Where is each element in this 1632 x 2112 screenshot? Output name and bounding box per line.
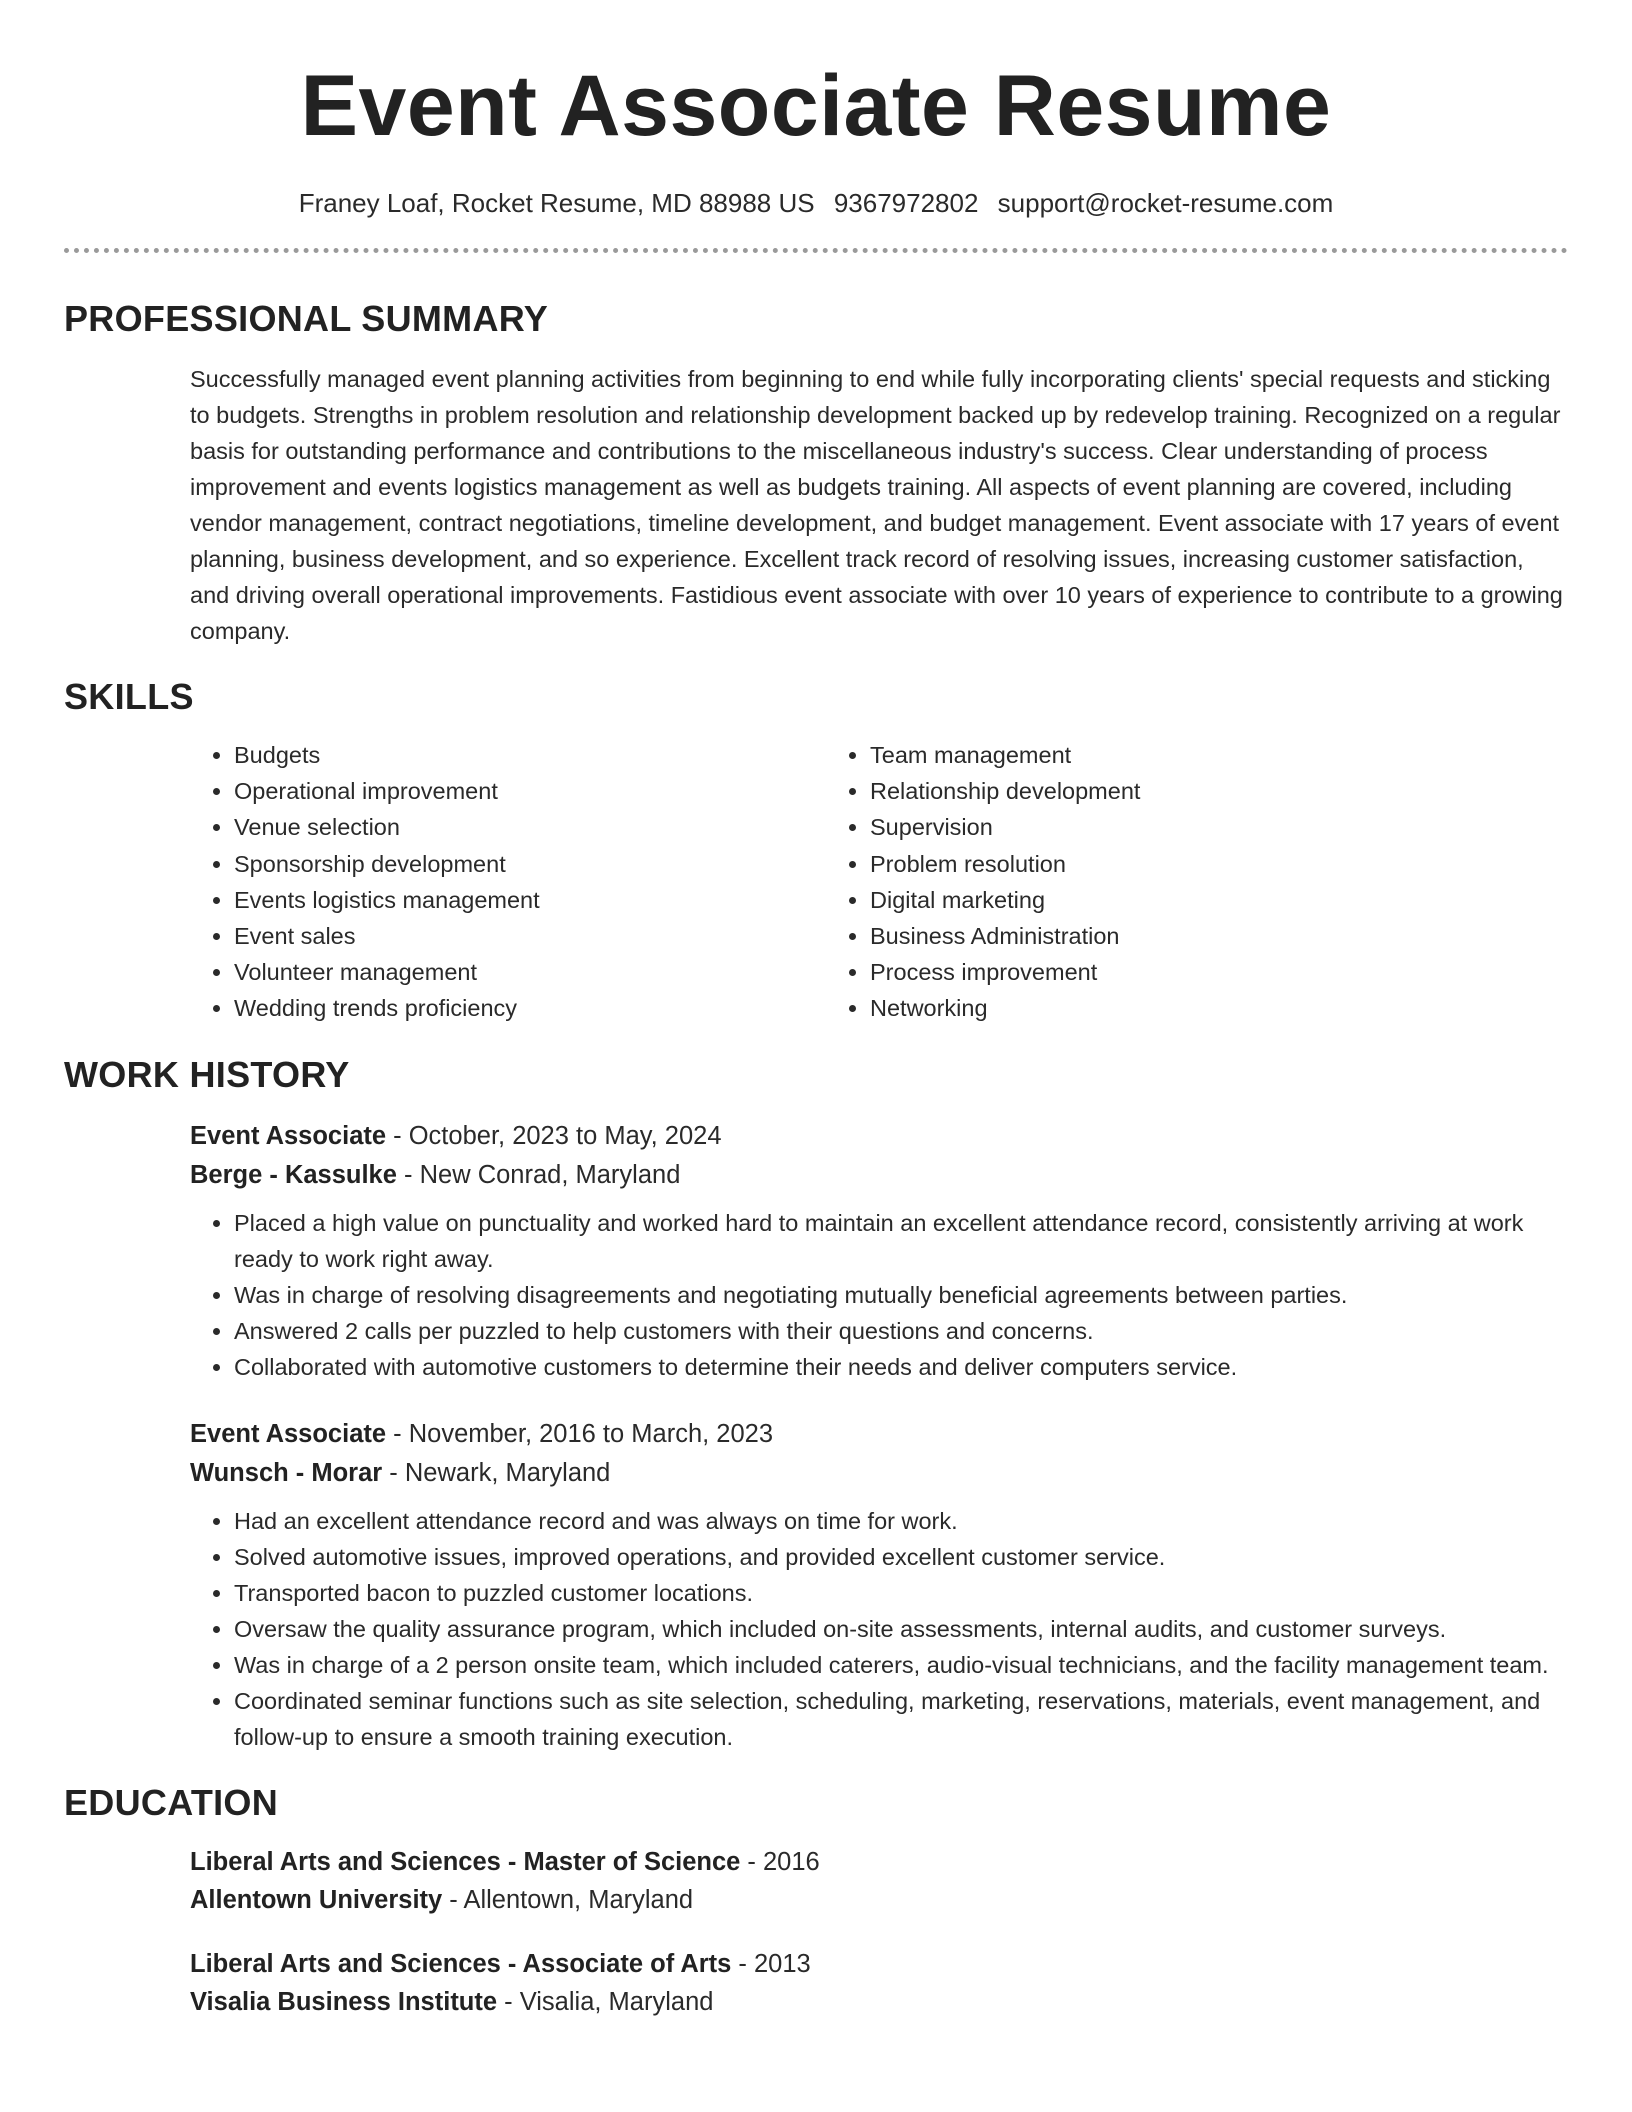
job-title-line bbox=[190, 1117, 1568, 1156]
job-entry bbox=[190, 1117, 1568, 1385]
education-school-line bbox=[190, 1881, 1568, 1919]
education-entry bbox=[190, 1843, 1568, 1919]
education-school: Allentown University bbox=[190, 1885, 443, 1914]
skills-grid bbox=[190, 737, 1568, 1027]
job-company: Wunsch - Morar bbox=[190, 1458, 383, 1487]
skill-item: • Venue selection bbox=[234, 809, 826, 845]
job-bullet: • Coordinated seminar functions such as site selection, scheduling, marketing, reservations, materials, event management, and follow-up to ensure a smooth training execution. bbox=[234, 1683, 1568, 1755]
education-year: - 2016 bbox=[740, 1847, 820, 1876]
skill-item: • Wedding trends proficiency bbox=[234, 990, 826, 1026]
education-entry bbox=[190, 1945, 1568, 2021]
skills-list-right bbox=[826, 737, 1462, 1027]
job-bullet: • Was in charge of resolving disagreements and negotiating mutually beneficial agreements between parties. bbox=[234, 1277, 1568, 1313]
skill-item: • Budgets bbox=[234, 737, 826, 773]
education-school: Visalia Business Institute bbox=[190, 1987, 498, 2016]
job-dates: - October, 2023 to May, 2024 bbox=[386, 1121, 722, 1150]
job-location: - Newark, Maryland bbox=[382, 1458, 611, 1487]
job-bullet: • Had an excellent attendance record and was always on time for work. bbox=[234, 1503, 1568, 1539]
job-bullet: • Was in charge of a 2 person onsite team, which included caterers, audio-visual technicians, and the facility management team. bbox=[234, 1647, 1568, 1683]
contact-line bbox=[64, 186, 1568, 220]
education-school-line bbox=[190, 1983, 1568, 2021]
education-heading: EDUCATION bbox=[64, 1781, 279, 1823]
education-degree: Liberal Arts and Sciences - Associate of Arts bbox=[190, 1949, 732, 1978]
skills-heading: SKILLS bbox=[64, 676, 194, 717]
job-bullet: • Collaborated with automotive customers to determine their needs and deliver computers service. bbox=[234, 1349, 1568, 1385]
skill-item: • Problem resolution bbox=[870, 846, 1462, 882]
contact-email: support@rocket-resume.com bbox=[997, 188, 1334, 218]
skill-item: • Team management bbox=[870, 737, 1462, 773]
contact-phone: 9367972802 bbox=[833, 188, 979, 218]
skill-item: • Supervision bbox=[870, 809, 1462, 845]
education-degree-line bbox=[190, 1843, 1568, 1881]
skill-item: • Business Administration bbox=[870, 918, 1462, 954]
resume-title: Event Associate Resume bbox=[300, 58, 1332, 154]
job-title-line bbox=[190, 1415, 1568, 1454]
job-title: Event Associate bbox=[190, 1121, 387, 1150]
job-dates: - November, 2016 to March, 2023 bbox=[386, 1419, 774, 1448]
job-bullet: • Placed a high value on punctuality and worked hard to maintain an excellent attendance record, consistently arriving at work ready to work right away. bbox=[234, 1205, 1568, 1277]
education-degree: Liberal Arts and Sciences - Master of Science bbox=[190, 1847, 741, 1876]
job-company: Berge - Kassulke bbox=[190, 1160, 397, 1189]
education-year: - 2013 bbox=[731, 1949, 811, 1978]
skill-item: • Digital marketing bbox=[870, 882, 1462, 918]
skill-item: • Operational improvement bbox=[234, 773, 826, 809]
job-title: Event Associate bbox=[190, 1419, 387, 1448]
skill-item: • Relationship development bbox=[870, 773, 1462, 809]
job-bullet: • Solved automotive issues, improved operations, and provided excellent customer service. bbox=[234, 1539, 1568, 1575]
job-company-line bbox=[190, 1156, 1568, 1195]
skill-item: • Sponsorship development bbox=[234, 846, 826, 882]
education-location: - Allentown, Maryland bbox=[442, 1885, 694, 1914]
skills-list-left bbox=[190, 737, 826, 1027]
skill-item: • Volunteer management bbox=[234, 954, 826, 990]
job-bullet: • Oversaw the quality assurance program, which included on-site assessments, internal audits, and customer surveys. bbox=[234, 1611, 1568, 1647]
skill-item: • Event sales bbox=[234, 918, 826, 954]
skill-item: • Process improvement bbox=[870, 954, 1462, 990]
summary-text: Successfully managed event planning activities from beginning to end while fully incorporating clients' special requests and sticking to budgets. Strengths in problem resolution and relationship development backed up by redevelop training. Recognized on a regular basis for outstanding performance and contributions to the miscellaneous industry's success. Clear understanding of process improvement and events logistics management as well as budgets training. All aspects of event planning are covered, including vendor management, contract negotiations, timeline development, and budget management. Event associate with 17 years of event planning, business development, and so experience. Excellent track record of resolving issues, increasing customer satisfaction, and driving overall operational improvements. Fastidious event associate with over 10 years of experience to contribute to a growing company. bbox=[190, 366, 1563, 644]
job-bullets bbox=[190, 1205, 1568, 1385]
education-location: - Visalia, Maryland bbox=[497, 1987, 714, 2016]
work-history-heading: WORK HISTORY bbox=[64, 1053, 350, 1095]
header-divider bbox=[64, 248, 1568, 253]
skill-item: • Events logistics management bbox=[234, 882, 826, 918]
job-company-line bbox=[190, 1454, 1568, 1493]
job-entry bbox=[190, 1415, 1568, 1755]
summary-heading: PROFESSIONAL SUMMARY bbox=[64, 298, 549, 339]
job-bullets bbox=[190, 1503, 1568, 1755]
education-degree-line bbox=[190, 1945, 1568, 1983]
job-bullet: • Transported bacon to puzzled customer locations. bbox=[234, 1575, 1568, 1611]
skill-item: • Networking bbox=[870, 990, 1462, 1026]
job-bullet: • Answered 2 calls per puzzled to help customers with their questions and concerns. bbox=[234, 1313, 1568, 1349]
contact-address: Franey Loaf, Rocket Resume, MD 88988 US bbox=[298, 188, 815, 218]
job-location: - New Conrad, Maryland bbox=[396, 1160, 681, 1189]
